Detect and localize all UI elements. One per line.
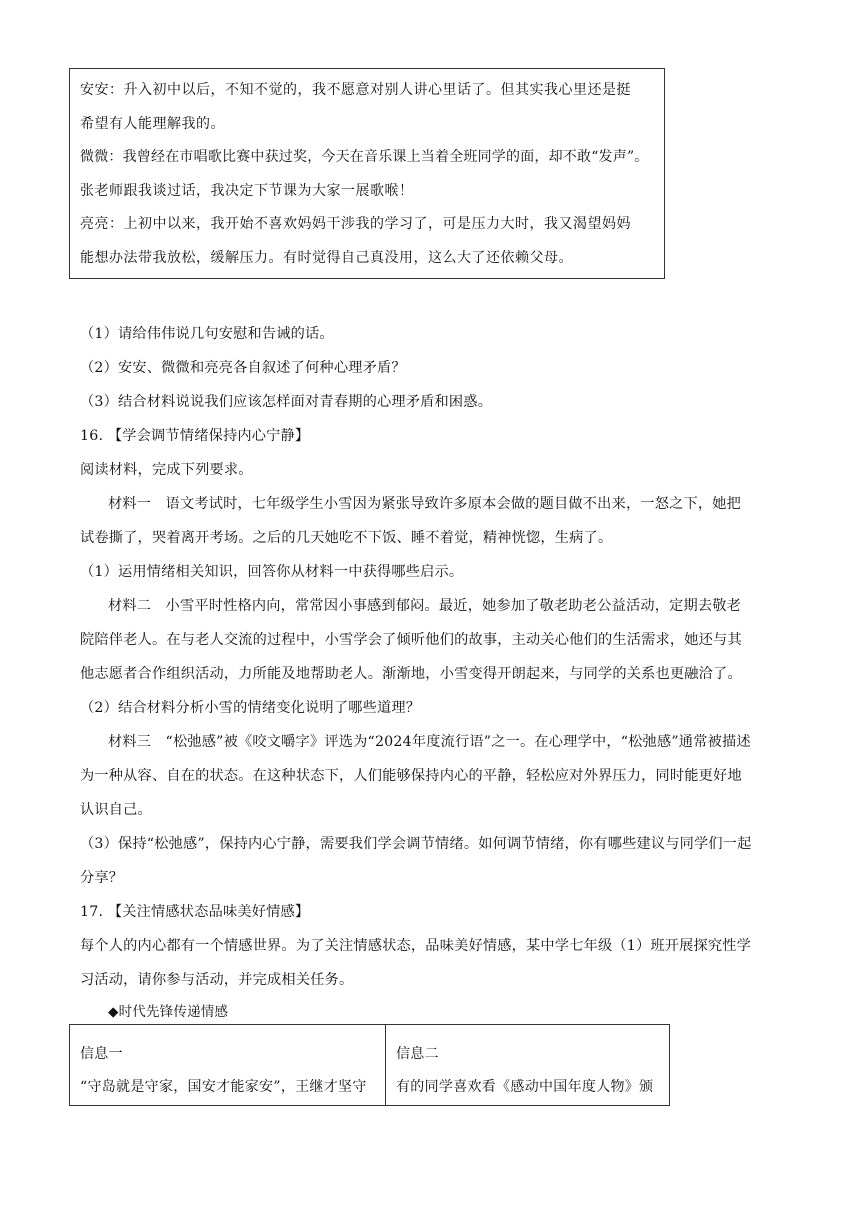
q16-material3-line: 为一种从容、自在的状态。在这种状态下，人们能够保持内心的平静，轻松应对外界压力，同时能更好地 <box>80 768 742 784</box>
info-table <box>69 1024 670 1106</box>
info-cell-1 <box>70 1025 386 1105</box>
q16-material1-line: 试卷撕了，哭着离开考场。之后的几天她吃不下饭、睡不着觉，精神恍惚，生病了。 <box>80 530 613 546</box>
q17-section-heading: ◆时代先锋传递情感 <box>108 1004 229 1020</box>
info-heading: 信息二 <box>396 1046 439 1062</box>
q15-sub2: （2）安安、微微和亮亮各自叙述了何种心理矛盾？ <box>80 360 406 376</box>
q17-intro: 每个人的内心都有一个情感世界。为了关注情感状态，品味美好情感，某中学七年级（1）班开展探究性学 <box>80 938 752 954</box>
q16-title: 16. 【学会调节情绪保持内心宁静】 <box>80 428 310 444</box>
q16-material3-line: 材料三 “松弛感”被《咬文嚼字》评选为“2024年度流行语”之一。在心理学中，“松弛感”通常被描述 <box>108 734 751 750</box>
info-text: 有的同学喜欢看《感动中国年度人物》颁 <box>396 1079 654 1095</box>
q16-material1-line: 材料一 语文考试时，七年级学生小雪因为紧张导致许多原本会做的题目做不出来，一怒之下，她把 <box>108 496 742 512</box>
info-text: “守岛就是守家，国安才能家安”，王继才坚守 <box>80 1079 367 1095</box>
q17-intro: 习活动，请你参与活动，并完成相关任务。 <box>80 972 354 988</box>
q16-material2-line: 材料二 小雪平时性格内向，常常因小事感到郁闷。最近，她参加了敬老助老公益活动，定期去敬老 <box>108 598 742 614</box>
q17-title: 17. 【关注情感状态品味美好情感】 <box>80 904 310 920</box>
dialogue-line: 张老师跟我谈过话，我决定下节课为大家一展歌喉！ <box>80 182 414 199</box>
dialogue-box <box>69 68 665 279</box>
q16-sub1: （1）运用情绪相关知识，回答你从材料一中获得哪些启示。 <box>80 564 464 580</box>
q16-intro: 阅读材料，完成下列要求。 <box>80 462 253 478</box>
dialogue-line: 亮亮：上初中以来，我开始不喜欢妈妈干涉我的学习了，可是压力大时，我又渴望妈妈 <box>80 216 631 233</box>
info-cell-2 <box>386 1025 669 1105</box>
q16-sub3: （3）保持“松弛感”，保持内心宁静，需要我们学会调节情绪。如何调节情绪，你有哪些建议与同学们一起 <box>80 836 752 852</box>
q15-sub3: （3）结合材料说说我们应该怎样面对青春期的心理矛盾和困惑。 <box>80 394 493 410</box>
dialogue-line: 能想办法带我放松，缓解压力。有时觉得自己真没用，这么大了还依赖父母。 <box>80 249 573 266</box>
q16-sub2: （2）结合材料分析小雪的情绪变化说明了哪些道理？ <box>80 700 421 716</box>
info-heading: 信息一 <box>80 1046 123 1062</box>
q16-material2-line: 院陪伴老人。在与老人交流的过程中，小雪学会了倾听他们的故事，主动关心他们的生活需求，她还与其 <box>80 632 742 648</box>
q15-sub1: （1）请给伟伟说几句安慰和告诫的话。 <box>80 326 334 342</box>
q16-sub3: 分享？ <box>80 870 124 886</box>
dialogue-line: 微微：我曾经在市唱歌比赛中获过奖，今天在音乐课上当着全班同学的面，却不敢“发声”。 <box>80 149 649 166</box>
q16-material2-line: 他志愿者合作组织活动，力所能及地帮助老人。渐渐地，小雪变得开朗起来，与同学的关系也更融洽了。 <box>80 666 742 682</box>
dialogue-line: 希望有人能理解我的。 <box>80 115 225 132</box>
q16-material3-line: 认识自己。 <box>80 802 152 818</box>
dialogue-line: 安安：升入初中以后，不知不觉的，我不愿意对别人讲心里话了。但其实我心里还是挺 <box>80 82 631 98</box>
